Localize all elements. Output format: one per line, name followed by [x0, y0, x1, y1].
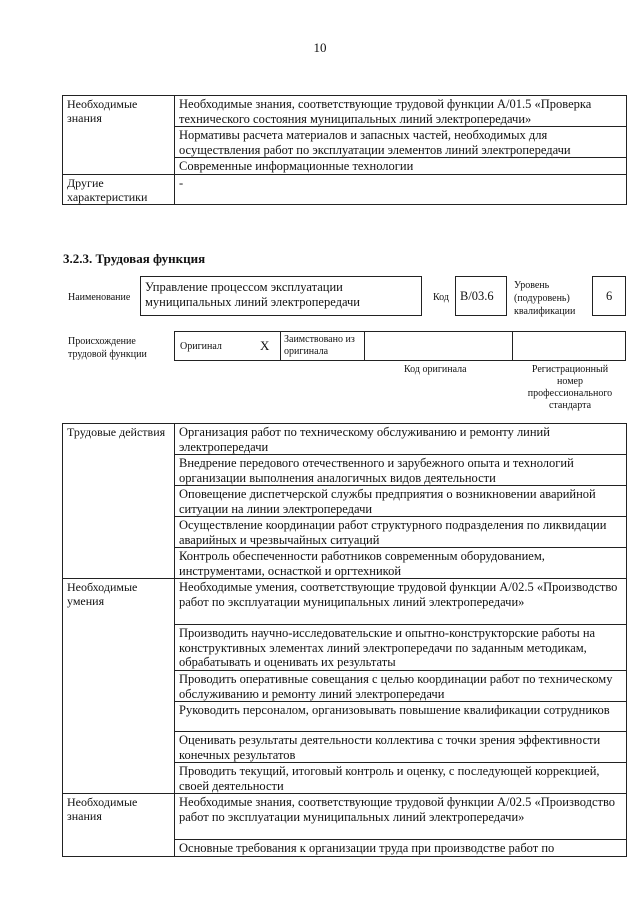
origin-code-caption: Код оригинала — [404, 364, 467, 375]
origin-divider-2 — [364, 331, 365, 361]
row-label: Необходимые умения — [63, 579, 175, 794]
row-label: Другие характеристики — [63, 174, 175, 204]
table-cell: Контроль обеспеченности работников современным оборудованием, инструментами, оснасткой и оргтехникой — [175, 548, 627, 579]
name-box — [140, 276, 422, 316]
row-label: Необходимые знания — [63, 96, 175, 175]
origin-label: Происхождение трудовой функции — [68, 336, 147, 360]
table-cell: - — [175, 174, 627, 204]
original-label: Оригинал — [180, 341, 222, 352]
table-cell: Руководить персоналом, организовывать повышение квалификации сотрудников — [175, 702, 627, 732]
table-cell: Необходимые знания, соответствующие трудовой функции А/01.5 «Проверка технического состояния муниципальных линий электропередачи» — [175, 96, 627, 127]
table-cell: Необходимые знания, соответствующие трудовой функции А/02.5 «Производство работ по эксплуатации муниципальных линий электропередачи» — [175, 794, 627, 840]
table-cell: Осуществление координации работ структурного подразделения по ликвидации аварийных и чрезвычайных ситуаций — [175, 517, 627, 548]
table-cell: Оценивать результаты деятельности коллектива с точки зрения эффективности конечных результатов — [175, 732, 627, 763]
code-label: Код — [433, 292, 449, 303]
reg-number-caption: Регистрационный номер профессионального стандарта — [527, 364, 613, 411]
level-box — [592, 276, 626, 316]
table-cell: Оповещение диспетчерской службы предприятия о возникновении аварийной ситуации на линии электропередачи — [175, 486, 627, 517]
code-value: В/03.6 — [460, 289, 494, 303]
function-name: Управление процессом эксплуатации муниципальных линий электропередачи — [145, 280, 360, 309]
row-label: Необходимые знания — [63, 794, 175, 857]
table-cell: Основные требования к организации труда при производстве работ по — [175, 840, 627, 857]
table-cell: Современные информационные технологии — [175, 158, 627, 175]
origin-divider-3 — [512, 331, 513, 361]
code-box — [455, 276, 507, 316]
page-number: 10 — [313, 40, 327, 55]
level-label: Уровень (подуровень) квалификации — [514, 280, 576, 317]
table-cell: Организация работ по техническому обслуживанию и ремонту линий электропередачи — [175, 424, 627, 455]
origin-divider-1 — [280, 331, 281, 361]
section-heading: 3.2.3. Трудовая функция — [63, 251, 206, 266]
table-cell: Проводить оперативные совещания с целью координации работ по техническому обслуживанию и ремонту линий электропередачи — [175, 671, 627, 702]
table-cell: Необходимые умения, соответствующие трудовой функции А/02.5 «Производство работ по эксплуатации муниципальных линий электропередачи» — [175, 579, 627, 625]
knowledge-table-top — [62, 95, 627, 205]
borrowed-label: Заимствовано из оригинала — [284, 334, 355, 357]
row-label: Трудовые действия — [63, 424, 175, 579]
original-mark: X — [260, 338, 270, 353]
labor-function-table — [62, 423, 627, 857]
level-value: 6 — [606, 289, 613, 303]
table-cell: Внедрение передового отечественного и зарубежного опыта и технологий организации выполнения аналогичных видов деятельности — [175, 455, 627, 486]
name-label: Наименование — [68, 292, 131, 303]
table-cell: Производить научно-исследовательские и опытно-конструкторские работы на конструктивных элементах линий электропередачи по заданным методикам, обрабатывать и оценивать их результаты — [175, 625, 627, 671]
table-cell: Проводить текущий, итоговый контроль и оценку, с последующей коррекцией, своей деятельности — [175, 763, 627, 794]
origin-row — [174, 331, 626, 361]
table-cell: Нормативы расчета материалов и запасных частей, необходимых для осуществления работ по эксплуатации элементов линий электропередачи — [175, 127, 627, 158]
